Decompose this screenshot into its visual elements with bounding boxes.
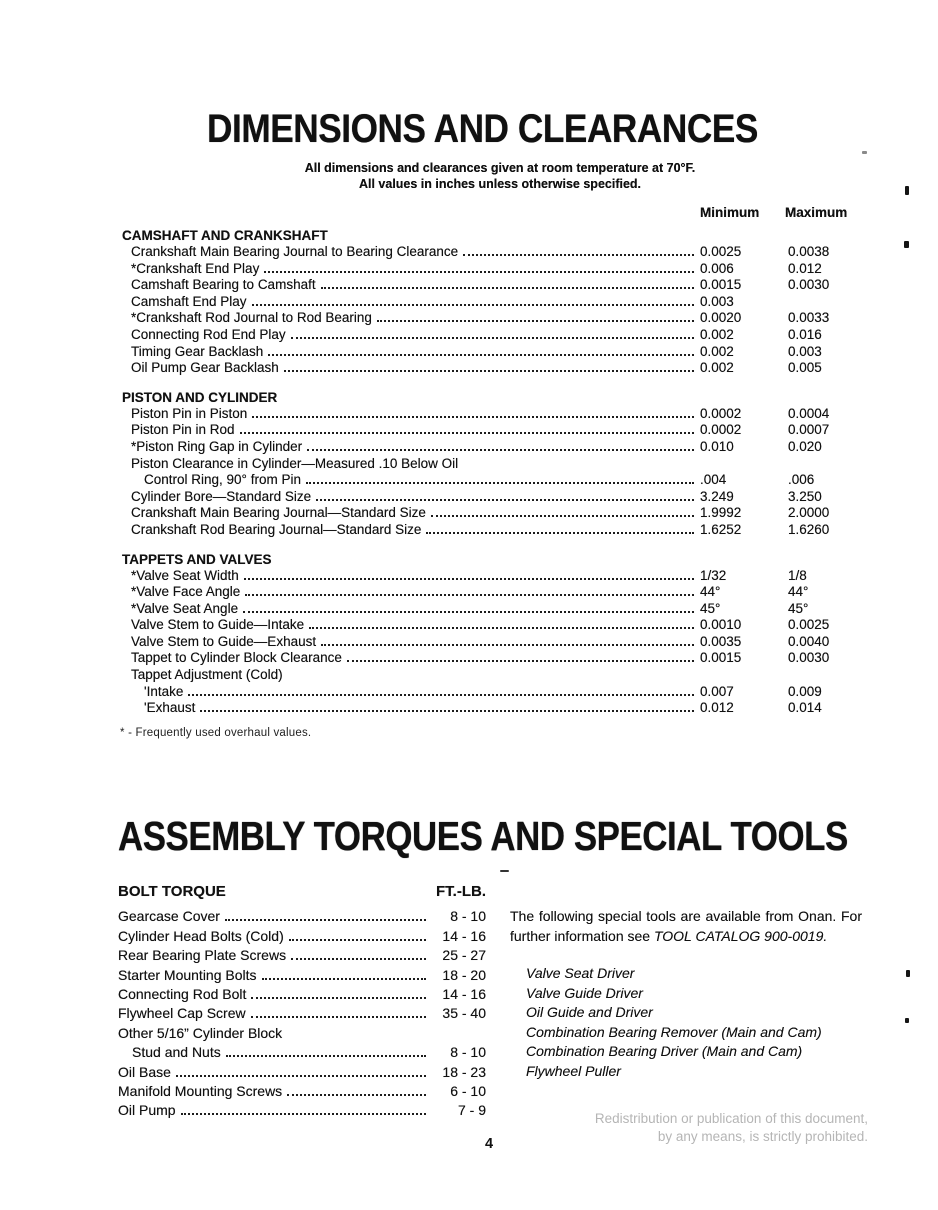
max-value: 0.012 [788, 260, 822, 276]
max-value: 0.014 [788, 700, 822, 716]
dotted-leader [244, 578, 694, 580]
section-rows [122, 406, 852, 539]
table-row [118, 1082, 486, 1101]
row-label: Starter Mounting Bolts [118, 966, 257, 983]
section-rows [122, 568, 852, 717]
dotted-leader [321, 287, 694, 289]
table-row [122, 650, 852, 667]
section-rows [122, 244, 852, 377]
bolt-torque-heading: BOLT TORQUE [118, 883, 226, 900]
max-value: 0.0040 [788, 633, 830, 649]
max-value: 0.0038 [788, 244, 830, 259]
table-row [118, 966, 486, 985]
table-row [118, 1024, 486, 1043]
table-row [122, 700, 852, 717]
min-value: 45° [700, 600, 721, 616]
torque-value: 18 - 23 [442, 1063, 486, 1080]
max-value: 0.0030 [788, 277, 830, 293]
min-value: .004 [700, 472, 727, 488]
special-tools-list [510, 964, 862, 1081]
max-value: 1/8 [788, 567, 807, 583]
table-row [122, 439, 852, 456]
min-value: 0.0002 [700, 422, 742, 438]
table-row [118, 985, 486, 1004]
dotted-leader [262, 978, 426, 980]
dotted-leader [251, 1016, 426, 1018]
special-tools-intro [510, 906, 862, 946]
dotted-leader [252, 416, 694, 418]
note-line-2: All values in inches unless otherwise specified. [358, 177, 642, 191]
torque-value: 25 - 27 [442, 947, 486, 964]
torque-value: 18 - 20 [442, 966, 486, 983]
scan-speck [905, 1018, 909, 1023]
table-row [122, 456, 852, 473]
dotted-leader [225, 919, 426, 921]
row-label: Piston Pin in Rod [131, 422, 235, 438]
dimensions-section [122, 551, 852, 717]
min-value: 44° [700, 584, 721, 600]
max-value: 1.6260 [788, 521, 830, 537]
row-label: Camshaft End Play [131, 293, 247, 309]
table-row [122, 584, 852, 601]
max-value: 0.005 [788, 360, 822, 376]
dotted-leader [426, 532, 694, 534]
row-label: Oil Base [118, 1063, 171, 1080]
dotted-leader [431, 515, 694, 517]
torque-value: 8 - 10 [450, 908, 486, 925]
max-value: 45° [788, 600, 809, 616]
bolt-torque-unit: FT.-LB. [436, 883, 486, 900]
table-row [122, 277, 852, 294]
torque-value: 7 - 9 [457, 1102, 486, 1119]
scan-speck [500, 870, 509, 872]
table-row [122, 601, 852, 618]
dotted-leader [200, 710, 694, 712]
table-row [122, 667, 852, 684]
watermark-line-1: Redistribution or publication of this document, [594, 1111, 868, 1126]
row-label: *Piston Ring Gap in Cylinder [131, 438, 303, 454]
min-value: 0.002 [700, 360, 734, 376]
table-row [122, 522, 852, 539]
row-label: Oil Pump [118, 1102, 176, 1119]
row-label: Tappet Adjustment (Cold) [131, 667, 283, 683]
dotted-leader [268, 354, 694, 356]
scan-speck [862, 151, 867, 154]
scan-speck [906, 970, 910, 977]
scan-speck [904, 241, 909, 248]
row-label: *Crankshaft Rod Journal to Rod Bearing [131, 310, 372, 326]
min-value: 0.007 [700, 683, 734, 699]
dimensions-section [122, 389, 852, 539]
min-value: 0.0010 [700, 617, 742, 633]
row-label: Stud and Nuts [132, 1044, 221, 1061]
table-row [118, 946, 486, 965]
torque-value: 14 - 16 [442, 986, 486, 1003]
special-tool-item: Flywheel Puller [526, 1062, 621, 1079]
min-value: 0.010 [700, 438, 734, 454]
temperature-note [62, 160, 938, 192]
table-row [122, 244, 852, 261]
row-label: *Valve Seat Angle [131, 600, 239, 616]
dimensions-section [122, 227, 852, 377]
min-value: 0.003 [700, 293, 734, 309]
min-value: 0.0020 [700, 310, 742, 326]
dotted-leader [181, 1113, 426, 1115]
scan-speck [905, 186, 909, 195]
dotted-leader [188, 694, 694, 696]
dotted-leader [251, 997, 426, 999]
bolt-torque-table [118, 882, 486, 1121]
max-value: 0.0004 [788, 405, 830, 421]
max-value: 3.250 [788, 488, 822, 504]
table-row [118, 1063, 486, 1082]
dotted-leader [176, 1075, 426, 1077]
max-value: 0.0030 [788, 650, 830, 666]
row-label: Valve Stem to Guide—Exhaust [131, 633, 317, 649]
dotted-leader [463, 254, 694, 256]
dotted-leader [321, 644, 694, 646]
dotted-leader [264, 271, 694, 273]
row-label: Connecting Rod End Play [131, 326, 286, 342]
row-label: *Valve Face Angle [131, 584, 241, 600]
dotted-leader [245, 594, 694, 596]
row-label: Manifold Mounting Screws [118, 1083, 283, 1100]
dotted-leader [316, 499, 694, 501]
table-row [122, 617, 852, 634]
row-label: Camshaft Bearing to Camshaft [131, 277, 316, 293]
special-tool-item: Combination Bearing Remover (Main and Cam) [526, 1023, 822, 1040]
column-header-maximum: Maximum [785, 205, 848, 220]
row-label: 'Intake [144, 683, 184, 699]
min-value: 0.0025 [700, 244, 742, 259]
min-value: 0.0035 [700, 633, 742, 649]
dotted-leader [291, 337, 694, 339]
min-value: 1/32 [700, 567, 727, 583]
min-value: 0.012 [700, 700, 734, 716]
row-label: 'Exhaust [144, 700, 196, 716]
table-row [122, 344, 852, 361]
max-value: 0.0025 [788, 617, 830, 633]
table-row [122, 294, 852, 311]
torque-value: 35 - 40 [442, 1005, 486, 1022]
table-row [122, 505, 852, 522]
table-row [118, 907, 486, 926]
row-label: *Crankshaft End Play [131, 260, 260, 276]
table-row [122, 360, 852, 377]
row-label: Oil Pump Gear Backlash [131, 360, 279, 376]
special-tool-item: Valve Guide Driver [526, 984, 643, 1001]
min-value: 1.6252 [700, 521, 742, 537]
section-heading: CAMSHAFT AND CRANKSHAFT [122, 228, 328, 243]
table-row [118, 1101, 486, 1120]
special-tool-item: Valve Seat Driver [526, 965, 635, 981]
dotted-leader [287, 1094, 426, 1096]
torque-value: 8 - 10 [450, 1044, 486, 1061]
min-value: 0.0002 [700, 405, 742, 421]
max-value: .006 [788, 472, 815, 488]
bolt-torque-rows [118, 907, 486, 1120]
table-row [122, 472, 852, 489]
dotted-leader [347, 660, 694, 662]
tool-catalog-reference: TOOL CATALOG 900-0019. [653, 928, 828, 944]
dotted-leader [243, 611, 694, 613]
min-value: 0.002 [700, 326, 734, 342]
bolt-torque-header [118, 882, 486, 901]
row-label: Gearcase Cover [118, 908, 220, 925]
table-row [122, 406, 852, 423]
column-header-minimum: Minimum [700, 205, 760, 220]
max-value: 0.016 [788, 326, 822, 342]
max-value: 0.0033 [788, 310, 830, 326]
dotted-leader [306, 482, 694, 484]
min-value: 3.249 [700, 488, 734, 504]
min-value: 0.006 [700, 260, 734, 276]
dimensions-table [122, 227, 852, 717]
dotted-leader [284, 370, 694, 372]
dotted-leader [291, 958, 426, 960]
row-label: Control Ring, 90° from Pin [144, 472, 301, 488]
table-row [122, 489, 852, 506]
dotted-leader [240, 432, 694, 434]
row-label: Timing Gear Backlash [131, 343, 264, 359]
row-label: Flywheel Cap Screw [118, 1005, 246, 1022]
max-value: 0.009 [788, 683, 822, 699]
special-tool-item: Combination Bearing Driver (Main and Cam) [526, 1043, 803, 1059]
max-value: 0.003 [788, 343, 822, 359]
row-label: Valve Stem to Guide—Intake [131, 617, 305, 633]
torque-value: 6 - 10 [450, 1083, 486, 1100]
table-row [122, 684, 852, 701]
table-row [122, 568, 852, 585]
row-label: Cylinder Bore—Standard Size [131, 488, 312, 504]
table-row [118, 1043, 486, 1062]
min-value: 0.0015 [700, 650, 742, 666]
page-number: 4 [484, 1136, 494, 1152]
row-label: Other 5/16” Cylinder Block [118, 1024, 283, 1041]
dotted-leader [252, 304, 694, 306]
assembly-title: ASSEMBLY TORQUES AND SPECIAL TOOLS [118, 813, 848, 860]
table-row [122, 634, 852, 651]
intro-text: The following special tools are available from Onan. For further information see [510, 908, 862, 944]
torque-value: 14 - 16 [442, 927, 486, 944]
special-tools-section [510, 906, 862, 1081]
row-label: Crankshaft Main Bearing Journal—Standard Size [131, 505, 426, 521]
min-value: 0.0015 [700, 277, 742, 293]
row-label: Cylinder Head Bolts (Cold) [118, 927, 284, 944]
table-row [122, 261, 852, 278]
row-label: Crankshaft Rod Bearing Journal—Standard Size [131, 521, 422, 537]
max-value: 0.0007 [788, 422, 830, 438]
table-row [122, 422, 852, 439]
page-title: DIMENSIONS AND CLEARANCES [207, 106, 758, 151]
max-value: 2.0000 [788, 505, 830, 521]
section-heading: PISTON AND CYLINDER [122, 389, 278, 405]
max-value: 44° [788, 584, 809, 600]
row-label: Crankshaft Main Bearing Journal to Bearing Clearance [131, 244, 459, 259]
dotted-leader [309, 627, 694, 629]
row-label: Tappet to Cylinder Block Clearance [131, 650, 342, 666]
section-heading: TAPPETS AND VALVES [122, 551, 272, 567]
dotted-leader [377, 320, 694, 322]
table-row [118, 1004, 486, 1023]
row-label: Piston Clearance in Cylinder—Measured .10 Below Oil [131, 455, 459, 471]
dotted-leader [289, 939, 426, 941]
row-label: Rear Bearing Plate Screws [118, 947, 287, 964]
dotted-leader [307, 449, 694, 451]
footnote: * - Frequently used overhaul values. [120, 727, 312, 739]
watermark-line-2: by any means, is strictly prohibited. [657, 1129, 868, 1144]
min-value: 1.9992 [700, 505, 742, 521]
max-value: 0.020 [788, 438, 822, 454]
row-label: Connecting Rod Bolt [118, 986, 247, 1003]
table-row [122, 310, 852, 327]
row-label: Piston Pin in Piston [131, 405, 248, 421]
dotted-leader [226, 1055, 426, 1057]
min-value: 0.002 [700, 343, 734, 359]
special-tool-item: Oil Guide and Driver [526, 1004, 653, 1020]
table-row [118, 927, 486, 946]
row-label: *Valve Seat Width [131, 567, 239, 583]
table-row [122, 327, 852, 344]
note-line-1: All dimensions and clearances given at room temperature at 70°F. [304, 161, 696, 175]
